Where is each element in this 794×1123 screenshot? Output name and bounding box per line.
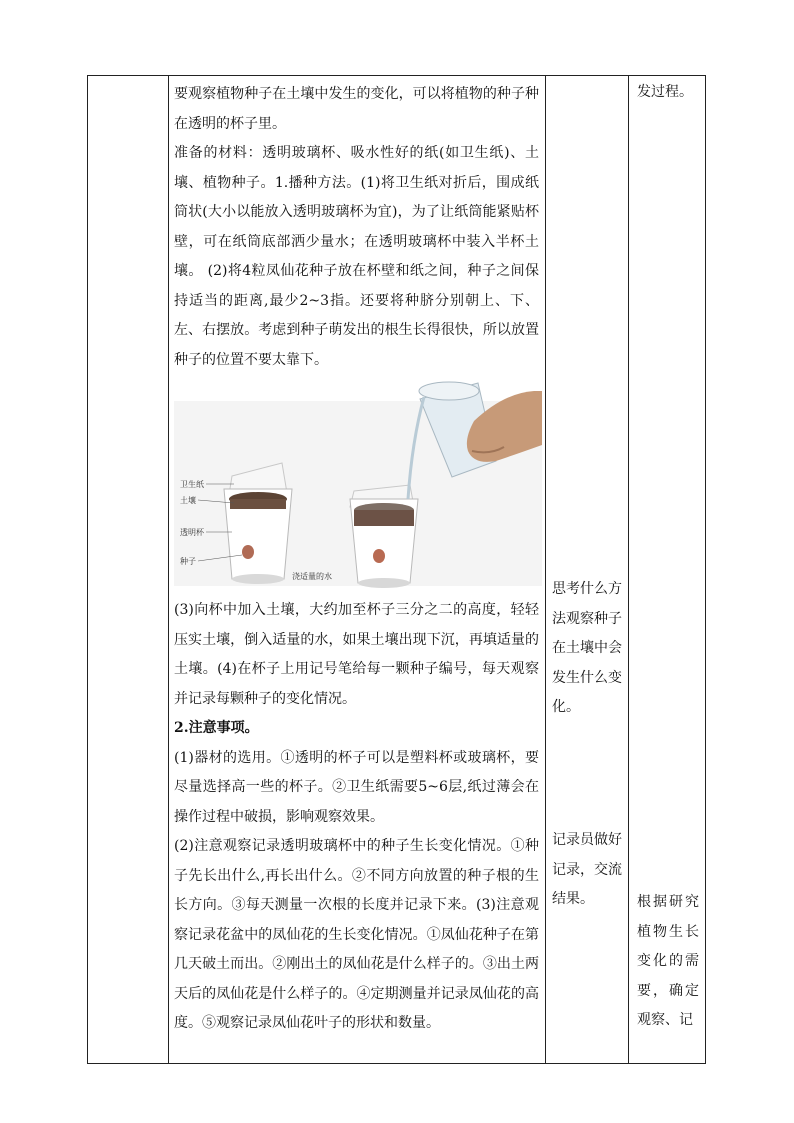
label-toilet-paper: 卫生纸: [180, 480, 204, 489]
soil-paragraph: (3)向杯中加入土壤，大约加至杯子三分之二的高度，轻轻压实土壤，倒入适量的水，如果土壤出现下沉，再填适量的土壤。(4)在杯子上用记号笔给每一颗种子编号，每天观察并记录每颗种子的变化情况。: [174, 602, 539, 707]
intro-paragraph: 要观察植物种子在土壤中发生的变化，可以将植物的种子种在透明的杯子里。: [174, 86, 539, 132]
label-seed: 种子: [180, 557, 196, 566]
label-soil: 土壤: [180, 496, 196, 505]
observation-paragraph: (2)注意观察记录透明玻璃杯中的种子生长变化情况。①种子先长出什么,再长出什么。②不同方向放置的种子根的生长方向。③每天测量一次根的长度并记录下来。(3)注意观察记录花盆中的凤仙花的生长变化情况。①凤仙花种子在第几天破土而出。②刚出土的凤仙花是什么样子的。③出土两天后的凤仙花是什么样子的。④定期测量并记录凤仙花的高度。⑤观察记录凤仙花叶子的形状和数量。: [174, 838, 539, 1031]
student-activity-column: [546, 76, 628, 1063]
design-intent-observation: 根据研究植物生长变化的需要，确定观察、记: [637, 894, 699, 1028]
materials-paragraph: 准备的材料：透明玻璃杯、吸水性好的纸(如卫生纸)、土壤、植物种子。1.播种方法。(1)将卫生纸对折后，围成纸筒状(大小以能放入透明玻璃杯为宜)，为了让纸筒能紧贴杯壁，可在纸筒底部洒少量水；在透明玻璃杯中装入半杯土壤。 (2)将4粒凤仙花种子放在杯壁和纸之间，种子之间保持适当的距离,最少2~3指。还要将种脐分别朝上、下、左、右摆放。考虑到种子萌发出的根生长得很快，所以放置种子的位置不要太靠下。: [174, 145, 539, 368]
lesson-table: [87, 75, 706, 1064]
label-leader-lines: [174, 381, 542, 591]
caption-water: 浇适量的水: [292, 572, 332, 581]
label-transparent-cup: 透明杯: [180, 528, 204, 537]
planting-illustration: [174, 381, 542, 591]
notes-heading: 2.注意事项。: [174, 720, 259, 736]
student-activity-thinking: 思考什么方法观察种子在土壤中会发生什么变化。: [552, 581, 622, 715]
design-intent-column: [629, 76, 706, 1063]
equipment-paragraph: (1)器材的选用。①透明的杯子可以是塑料杯或玻璃杯，要尽量选择高一些的杯子。②卫生纸需要5~6层,纸过薄会在操作过程中破损，影响观察效果。: [174, 749, 539, 825]
student-activity-recording: 记录员做好记录，交流结果。: [552, 832, 622, 907]
design-intent-continued: 发过程。: [637, 84, 693, 100]
teaching-content-column: [169, 76, 545, 1063]
